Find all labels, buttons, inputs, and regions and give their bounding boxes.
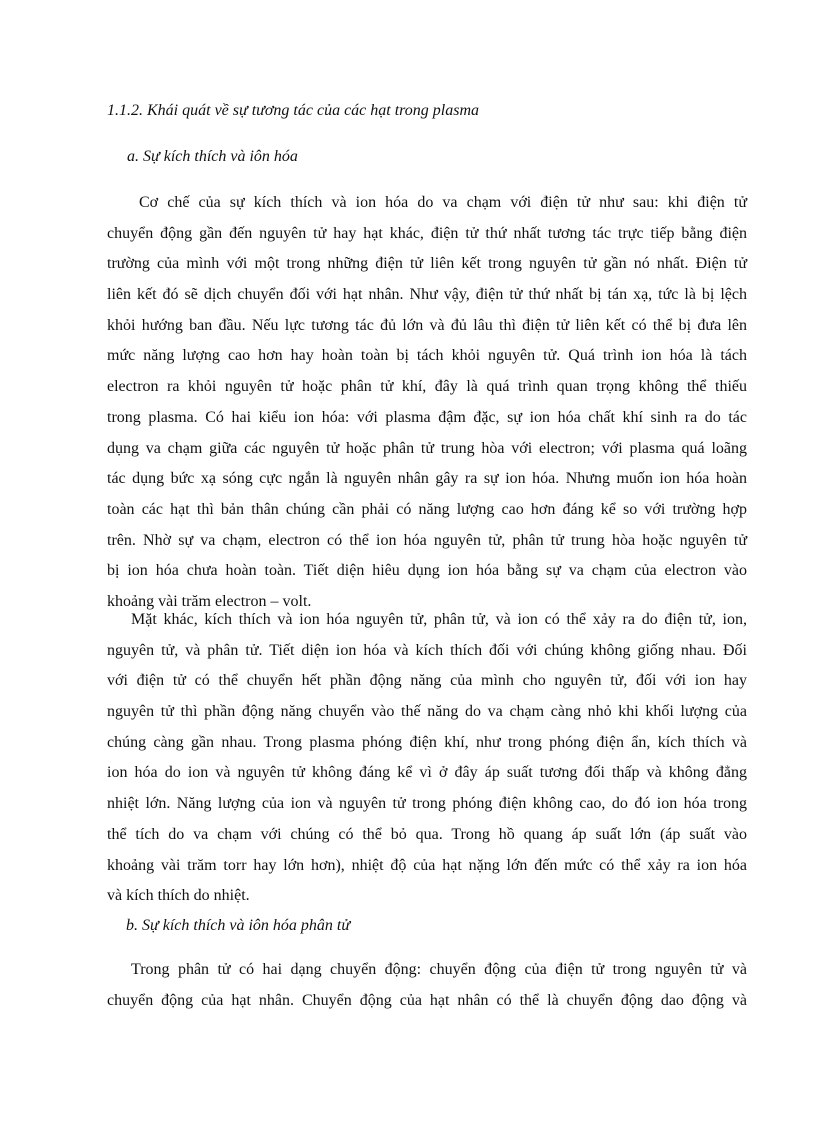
paragraph-line: và kích thích do nhiệt. [107,887,250,905]
paragraph-line: chúng càng gần nhau. Trong plasma phóng điện khí, như trong phóng điện ẩn, kích thích và [107,733,747,751]
paragraph-line: chuyển động của hạt nhân. Chuyển động của hạt nhân có thể là chuyển động dao động và [107,991,747,1009]
paragraph-line: Trong phân tử có hai dạng chuyển động: chuyển động của điện tử trong nguyên tử và [131,961,747,978]
paragraph-line: toàn các hạt thì bản thân chúng cần phải có năng lượng cao hơn đáng kể so với trường hợp [107,500,747,518]
paragraph-line: bị ion hóa chưa hoàn toàn. Tiết diện hiêu dụng ion hóa bằng sự va chạm của electron vào [107,562,747,580]
paragraph-line: trong plasma. Có hai kiểu ion hóa: với plasma đậm đặc, sự ion hóa chất khí sinh ra do tác [107,408,747,426]
paragraph-line: Cơ chế của sự kích thích và ion hóa do va chạm với điện tử như sau: khi điện tử [139,194,747,211]
paragraph-line: liên kết đó sẽ dịch chuyển đối với hạt nhân. Như vậy, điện tử thứ nhất bị tán xạ, tức là bị lệch [107,286,747,304]
paragraph-line: khoảng vài trăm torr hay lớn hơn), nhiệt độ của hạt nặng lớn đến mức có thể xảy ra ion hóa [107,856,747,874]
paragraph-line: nhiệt lớn. Năng lượng của ion và nguyên tử trong phóng điện không cao, do đó ion hóa trong [107,795,747,813]
paragraph-line: mức năng lượng cao hơn hay hoàn toàn bị tách khỏi nguyên tử. Quá trình ion hóa là tách [107,347,747,365]
paragraph-line: dụng va chạm giữa các nguyên tử hoặc phân tử trung hòa với electron; với plasma quá loãng [107,439,747,457]
paragraph-line: khỏi hướng ban đầu. Nếu lực tương tác đủ lớn và đủ lâu thì điện tử liên kết có thể bị đưa lên [107,316,747,334]
paragraph-line: khoảng vài trăm electron – volt. [107,592,312,610]
paragraph-line: electron ra khỏi nguyên tử hoặc phân tử khí, đây là quá trình quan trọng không thể thiếu [107,378,747,396]
paragraph-ion-atom-collisions [107,605,747,912]
paragraph-line: Mặt khác, kích thích và ion hóa nguyên tử, phân tử, và ion có thể xảy ra do điện tử, ion, [131,611,747,628]
subsection-a-heading: a. Sự kích thích và iôn hóa [127,148,298,165]
paragraph-line: nguyên tử thì phần động năng chuyển vào thế năng do va chạm càng nhỏ khi khối lượng của [107,703,747,721]
paragraph-line: tác dụng bức xạ sóng cực ngắn là nguyên nhân gây ra sự ion hóa. Nhưng muốn ion hóa hoàn [107,470,747,488]
section-heading: 1.1.2. Khái quát về sự tương tác của các hạt trong plasma [107,102,480,119]
paragraph-molecular-motion [107,955,747,1016]
paragraph-line: trên. Nhờ sự va chạm, electron có thể ion hóa nguyên tử, phân tử trung hòa hoặc nguyên tử [107,531,747,549]
paragraph-line: chuyển động gần đến nguyên tử hay hạt khác, điện tử thứ nhất tương tác trực tiếp bằng điện [107,224,747,242]
paragraph-line: với điện tử có thể chuyển hết phần động năng của mình cho nguyên tử, đối với ion hay [107,672,747,690]
paragraph-line: nguyên tử, và phân tử. Tiết diện ion hóa và kích thích đối với chúng không giống nhau. Đối [107,641,747,659]
paragraph-excitation-ionization [107,188,747,618]
paragraph-line: ion hóa do ion và nguyên tử không đáng kể vì ở đây áp suất tương đối thấp và không đẳng [107,764,747,782]
paragraph-line: thể tích do va chạm với chúng có thể bỏ qua. Trong hồ quang áp suất lớn (áp suất vào [107,825,747,843]
subsection-b-heading: b. Sự kích thích và iôn hóa phân tử [126,917,351,934]
paragraph-line: trường của mình với một trong những điện tử liên kết trong nguyên tử gần nó nhất. Điện tử [107,255,747,273]
